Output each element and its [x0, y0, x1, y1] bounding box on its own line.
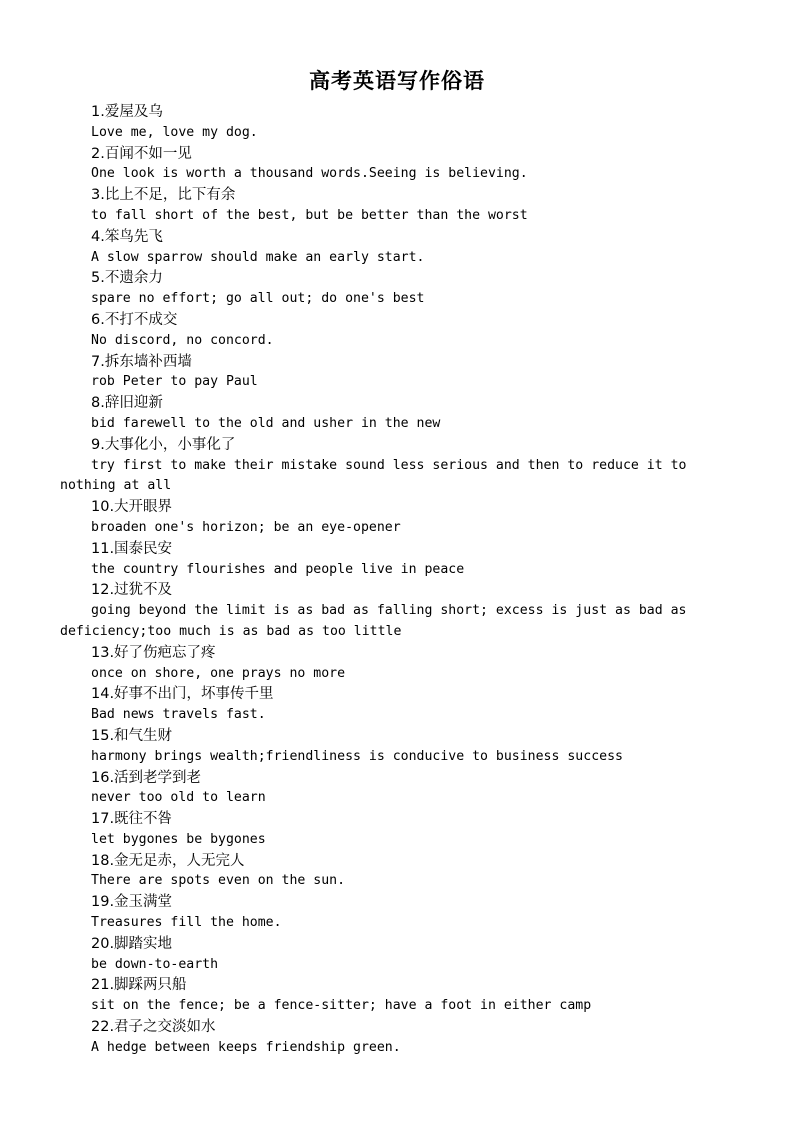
proverb-entry [60, 102, 734, 144]
proverb-entry [60, 185, 734, 227]
proverb-chinese: 11.国泰民安 [91, 540, 173, 557]
proverb-english: try first to make their mistake sound less serious and then to reduce it to nothing at all [60, 457, 687, 494]
proverb-entry [60, 809, 734, 851]
proverb-chinese: 16.活到老学到老 [91, 769, 202, 786]
proverb-chinese: 17.既往不咎 [91, 811, 173, 828]
proverb-english: One look is worth a thousand words.Seeing is believing. [91, 166, 528, 182]
proverb-entry [60, 268, 734, 310]
document-title: 高考英语写作俗语 [309, 69, 485, 93]
proverb-entry [60, 435, 734, 497]
proverb-entry [60, 393, 734, 435]
proverb-entry [60, 934, 734, 976]
proverb-english: No discord, no concord. [91, 332, 274, 348]
proverb-english: going beyond the limit is as bad as falling short; excess is just as bad as deficiency;too much is as bad as too little [60, 603, 687, 639]
proverb-entry [60, 1017, 734, 1059]
proverb-chinese: 19.金玉满堂 [91, 894, 173, 911]
proverb-entry [60, 497, 734, 539]
proverb-english: bid farewell to the old and usher in the new [91, 415, 441, 431]
proverb-english: once on shore, one prays no more [91, 665, 346, 681]
proverb-chinese: 13.好了伤疤忘了疼 [91, 644, 216, 661]
proverb-entry [60, 352, 734, 394]
proverb-english: to fall short of the best, but be better than the worst [91, 207, 528, 223]
proverb-english: Bad news travels fast. [91, 707, 266, 723]
proverb-chinese: 1.爱屋及乌 [91, 104, 163, 120]
proverb-chinese: 3.比上不足，比下有余 [91, 187, 236, 204]
proverb-english: never too old to learn [91, 790, 266, 806]
proverb-entry [60, 310, 734, 352]
proverb-english: Love me, love my dog. [91, 124, 258, 140]
proverb-chinese: 8.辞旧迎新 [91, 395, 163, 412]
proverb-chinese: 10.大开眼界 [91, 499, 173, 516]
proverb-chinese: 5.不遗余力 [91, 270, 163, 287]
proverb-list [60, 102, 734, 1059]
proverb-english: rob Peter to pay Paul [91, 374, 258, 390]
proverb-chinese: 2.百闻不如一见 [91, 145, 192, 162]
proverb-chinese: 6.不打不成交 [91, 311, 178, 328]
proverb-chinese: 14.好事不出门，坏事传千里 [91, 686, 274, 703]
proverb-chinese: 20.脚踏实地 [91, 935, 173, 952]
proverb-chinese: 9.大事化小，小事化了 [91, 436, 236, 453]
proverb-english: the country flourishes and people live in peace [91, 561, 465, 577]
proverb-entry [60, 726, 734, 768]
proverb-chinese: 18.金无足赤，人无完人 [91, 852, 245, 869]
proverb-chinese: 4.笨鸟先飞 [91, 228, 163, 245]
proverb-entry [60, 539, 734, 581]
proverb-english: spare no effort; go all out; do one's best [91, 291, 425, 307]
proverb-entry [60, 643, 734, 685]
proverb-english: be down-to-earth [91, 956, 219, 972]
proverb-chinese: 22.君子之交淡如水 [91, 1019, 216, 1036]
proverb-entry [60, 851, 734, 893]
proverb-english: Treasures fill the home. [91, 915, 282, 931]
proverb-chinese: 7.拆东墙补西墙 [91, 353, 192, 370]
proverb-english: let bygones be bygones [91, 831, 266, 847]
proverb-english: There are spots even on the sun. [91, 873, 346, 889]
proverb-english: sit on the fence; be a fence-sitter; have a foot in either camp [91, 998, 592, 1014]
proverb-chinese: 12.过犹不及 [91, 582, 173, 599]
proverb-entry [60, 144, 734, 186]
proverb-entry [60, 892, 734, 934]
proverb-english: A hedge between keeps friendship green. [91, 1039, 401, 1055]
proverb-entry [60, 975, 734, 1017]
proverb-chinese: 15.和气生财 [91, 727, 173, 744]
proverb-english: A slow sparrow should make an early start. [91, 249, 425, 265]
proverb-entry [60, 684, 734, 726]
proverb-english: harmony brings wealth;friendliness is conducive to business success [91, 748, 623, 764]
proverb-english: broaden one's horizon; be an eye-opener [91, 519, 401, 535]
proverb-entry [60, 580, 734, 642]
proverb-entry [60, 227, 734, 269]
proverb-entry [60, 768, 734, 810]
proverb-chinese: 21.脚踩两只船 [91, 977, 187, 994]
